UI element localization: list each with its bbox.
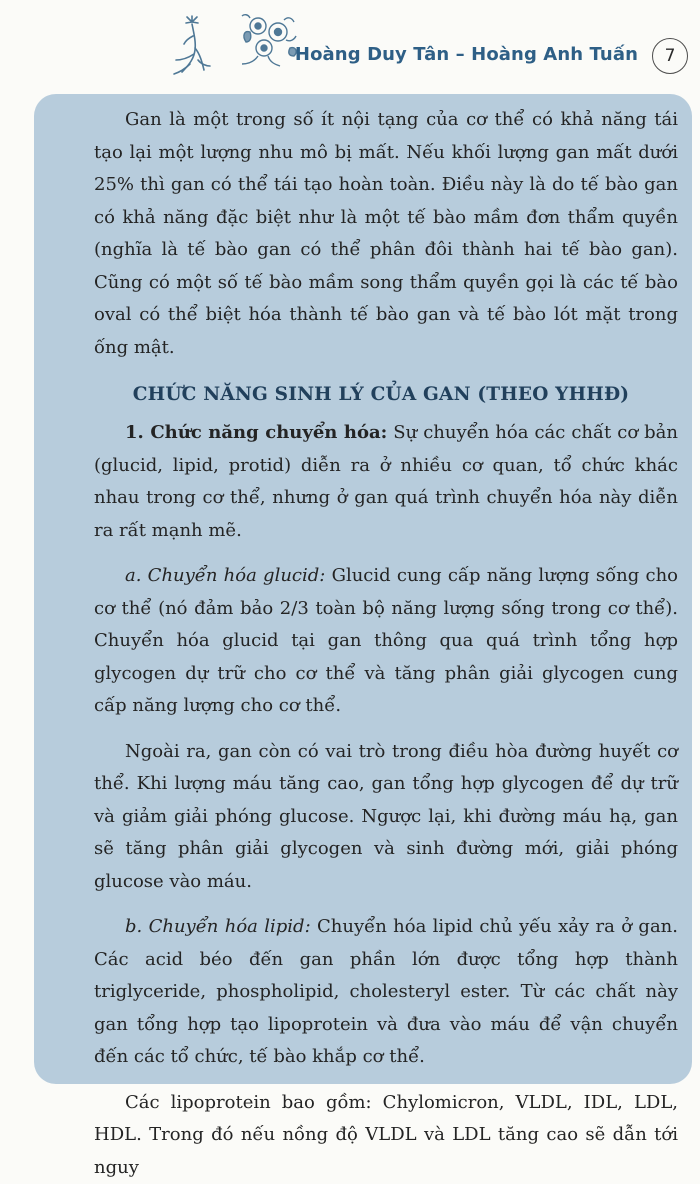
paragraph-glucid-metabolism [94,560,678,723]
paragraph-lipid-metabolism [94,911,678,1074]
paragraph-liver-regeneration: Gan là một trong số ít nội tạng của cơ thể có khả năng tái tạo lại một lượng nhu mô bị mất. Nếu khối lượng gan mất dưới 25% thì gan có thể tái tạo hoàn toàn. Điều này là do tế bào gan có khả năng đặc biệt như là một tế bào mầm đơn thẩm quyền (nghĩa là tế bào gan có thể phân đôi thành hai tế bào gan). Cũng có một số tế bào mầm song thẩm quyền gọi là các tế bào oval có thể biệt hóa thành tế bào gan và tế bào lót mặt trong ống mật. [94,104,678,364]
ginseng-root-icon [168,14,214,78]
subsection-title-lipid: b. Chuyển hóa lipid: [125,916,311,937]
paragraph-blood-sugar-regulation: Ngoài ra, gan còn có vai trò trong điều hòa đường huyết cơ thể. Khi lượng máu tăng cao, gan tổng hợp glycogen để dự trữ và giảm giải phóng glucose. Ngược lại, khi đường máu hạ, gan sẽ tăng phân giải glycogen và sinh đường mới, giải phóng glucose vào máu. [94,736,678,899]
section-heading: CHỨC NĂNG SINH LÝ CỦA GAN (THEO YHHĐ) [84,384,678,405]
subsection-title-metabolism: 1. Chức năng chuyển hóa: [125,422,387,443]
paragraph-metabolism-function [94,417,678,547]
content-panel [34,94,692,1084]
paragraph-text: Sự chuyển hóa các chất cơ bản (glucid, lipid, protid) diễn ra ở nhiều cơ quan, tổ chức khác nhau trong cơ thể, nhưng ở gan quá trình chuyển hóa này diễn ra rất mạnh mẽ. [94,422,678,541]
paragraph-text: Glucid cung cấp năng lượng sống cho cơ thể (nó đảm bảo 2/3 toàn bộ năng lượng sống trong cơ thể). Chuyển hóa glucid tại gan thông qua quá trình tổng hợp glycogen dự trữ cho cơ thể và tăng phân giải glycogen cung cấp năng lượng cho cơ thể. [94,565,678,716]
paragraph-text: Chuyển hóa lipid chủ yếu xảy ra ở gan. Các acid béo đến gan phần lớn được tổng hợp thành triglyceride, phospholipid, cholesteryl ester. Từ các chất này gan tổng hợp tạo lipoprotein và đưa vào máu để vận chuyển đến các tổ chức, tế bào khắp cơ thể. [94,916,678,1067]
paragraph-lipoproteins: Các lipoprotein bao gồm: Chylomicron, VLDL, IDL, LDL, HDL. Trong đó nếu nồng độ VLDL và LDL tăng cao sẽ dẫn tới nguy [94,1087,678,1184]
page-number: 7 [652,38,688,74]
subsection-title-glucid: a. Chuyển hóa glucid: [125,565,325,586]
morning-glory-flowers-icon [238,12,300,68]
book-authors: Hoàng Duy Tân – Hoàng Anh Tuấn [295,44,638,65]
page-header [0,0,700,92]
